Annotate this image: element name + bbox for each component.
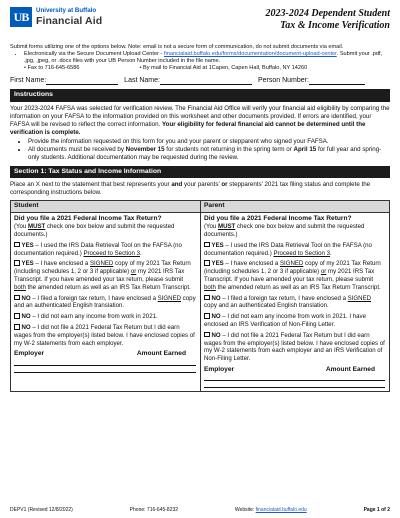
student-column bbox=[11, 201, 200, 391]
student-employer-header: Employer Amount Earned bbox=[14, 350, 186, 358]
instructions-bullet-1: • Provide the information requested on this form for you and your parent or stepparent who signed your FAFSA. bbox=[28, 138, 390, 146]
parent-column bbox=[200, 201, 389, 391]
parent-employer-line[interactable] bbox=[204, 374, 385, 381]
fax-option: • Fax to 716-645-6586 bbox=[24, 64, 80, 71]
parent-no-income-checkbox[interactable] bbox=[204, 313, 210, 319]
tax-status-table bbox=[10, 200, 390, 392]
student-option-no-income: NO – I did not earn any income from work in 2021. bbox=[14, 313, 196, 321]
last-name-field[interactable] bbox=[160, 77, 252, 85]
form-code: DEPV1 (Revised 12/8/2022) bbox=[10, 506, 73, 513]
instructions-paragraph: Your 2023-2024 FAFSA was selected for verification review. The Financial Aid Office will verify your financial aid eligibility by comparing the information on your FAFSA to the information provided on this worksheet and other documents provided. If errors are identified, your FAFSA will be revised to reflect the correct information. Your eligibility for federal financial aid cannot be determined until the verification is complete. bbox=[10, 104, 390, 136]
form-header bbox=[10, 6, 390, 42]
parent-yes-drt-checkbox[interactable] bbox=[204, 242, 210, 248]
submit-instructions: Submit forms utilizing one of the options below. Note: email is not a secure form of communication, do not submit documents via email. bbox=[10, 44, 344, 50]
person-number-field[interactable] bbox=[309, 77, 365, 85]
parent-column-header: Parent bbox=[201, 201, 389, 212]
parent-question: Did you file a 2021 Federal Income Tax Return? bbox=[204, 214, 352, 222]
parent-no-foreign-checkbox[interactable] bbox=[204, 295, 210, 301]
parent-option-no-income: NO – I did not earn any income from work in 2021. I have enclosed an IRS Verification of Non-Filing Letter. bbox=[204, 313, 366, 329]
parent-note: (You MUST check one box below and submit the requested documents.) bbox=[204, 223, 365, 239]
parent-option-yes-drt: YES – I used the IRS Data Retrieval Tool on the FAFSA (no documentation required.) Proceed to Section 3. bbox=[204, 241, 372, 257]
parent-yes-enclosed-checkbox[interactable] bbox=[204, 260, 210, 266]
ub-logo-mark: UB bbox=[10, 7, 32, 27]
form-footer bbox=[10, 507, 390, 513]
name-fields bbox=[10, 77, 390, 86]
parent-option-no-foreign: NO – I filed a foreign tax return, I have enclosed a SIGNED copy and an authenticated English translation. bbox=[204, 294, 372, 310]
parent-employer-line[interactable] bbox=[204, 381, 385, 388]
section1-intro: Place an X next to the statement that best represents your and your parents' or stepparents' 2021 tax filing status and complete the corresponding instructions below. bbox=[10, 181, 371, 197]
ub-logo bbox=[10, 7, 102, 27]
student-no-wages-checkbox[interactable] bbox=[14, 324, 20, 330]
student-employer-line[interactable] bbox=[14, 359, 196, 366]
upload-center-link[interactable]: financialaid.buffalo.edu/forms/documentation/document-upload-center bbox=[163, 50, 337, 57]
upload-option: • Electronically via the Secure Document Upload Center - financialaid.buffalo.edu/forms/documentation/document-upload-center. Submit your .pdf, .jpg, .jpeg, or .docx files with your UB Person Number included in the file name. bbox=[24, 51, 390, 65]
form-title: 2023-2024 Dependent Student Tax & Income Verification bbox=[265, 8, 390, 31]
instructions-bullet-2: • All documents must be received by November 15 for students not returning in the spring term or April 15 for full year and spring-only students. Additional documentation may be requested during the review. bbox=[28, 146, 390, 162]
student-employer-line[interactable] bbox=[14, 366, 196, 373]
student-option-yes-enclosed: YES – I have enclosed a SIGNED copy of my 2021 Tax Return (including schedules 1, 2 or 3 if applicable) or my 2021 IRS Tax Transcript. If you have amended your tax return, please submit both the amended return as well as an IRS Tax Return Transcript. bbox=[14, 260, 191, 291]
student-note: (You MUST check one box below and submit the requested documents.) bbox=[14, 223, 175, 239]
logo-university-text: University at Buffalo bbox=[36, 7, 97, 14]
student-no-foreign-checkbox[interactable] bbox=[14, 295, 20, 301]
parent-no-wages-checkbox[interactable] bbox=[204, 332, 210, 338]
website-link[interactable]: financialaid.buffalo.edu bbox=[255, 506, 307, 513]
student-column-header: Student bbox=[11, 201, 200, 212]
student-no-income-checkbox[interactable] bbox=[14, 313, 20, 319]
person-number-label: Person Number: bbox=[257, 76, 309, 84]
instructions-heading: Instructions bbox=[10, 89, 390, 101]
student-option-no-wages: NO – I did not file a 2021 Federal Tax Return but I did earn wages from the employer(s) listed below. I have enclosed copies of my W-2 statements from each employer. bbox=[14, 324, 195, 347]
student-option-yes-drt: YES – I used the IRS Data Retrieval Tool on the FAFSA (no documentation required.) Proceed to Section 3. bbox=[14, 241, 182, 257]
section1-heading: Section 1: Tax Status and Income Information bbox=[10, 166, 390, 178]
student-question: Did you file a 2021 Federal Income Tax Return? bbox=[14, 214, 162, 222]
parent-option-no-wages: NO – I did not file a 2021 Federal Tax Return but I did earn wages from the employer(s) listed below. I have enclosed copies of my W-2 statements from each employer and an IRS Verification of Non-Filing Letter. bbox=[204, 331, 385, 363]
parent-employer-header: Employer Amount Earned bbox=[204, 366, 375, 374]
student-option-no-foreign: NO – I filed a foreign tax return, I have enclosed a SIGNED copy and an authenticated English translation. bbox=[14, 294, 196, 310]
last-name-label: Last Name: bbox=[124, 76, 160, 84]
mail-option: • By mail to Financial Aid at 1Capen, Capen Hall, Buffalo, NY 14260 bbox=[139, 64, 308, 71]
footer-website: Website: financialaid.buffalo.edu bbox=[234, 506, 307, 513]
page-number: Page 1 of 2 bbox=[363, 506, 390, 513]
student-yes-enclosed-checkbox[interactable] bbox=[14, 260, 20, 266]
logo-department-text: Financial Aid bbox=[36, 14, 103, 27]
parent-option-yes-enclosed: YES – I have enclosed a SIGNED copy of my 2021 Tax Return (including schedules 1, 2 or 3 if applicable) or my 2021 IRS Tax Transcript. If you have amended your tax return, please submit both the amended return as well as an IRS Tax Return Transcript. bbox=[204, 260, 381, 291]
first-name-label: First Name: bbox=[10, 76, 47, 84]
footer-phone: Phone: 716-645-8232 bbox=[129, 506, 179, 513]
first-name-field[interactable] bbox=[46, 77, 118, 85]
student-yes-drt-checkbox[interactable] bbox=[14, 242, 20, 248]
